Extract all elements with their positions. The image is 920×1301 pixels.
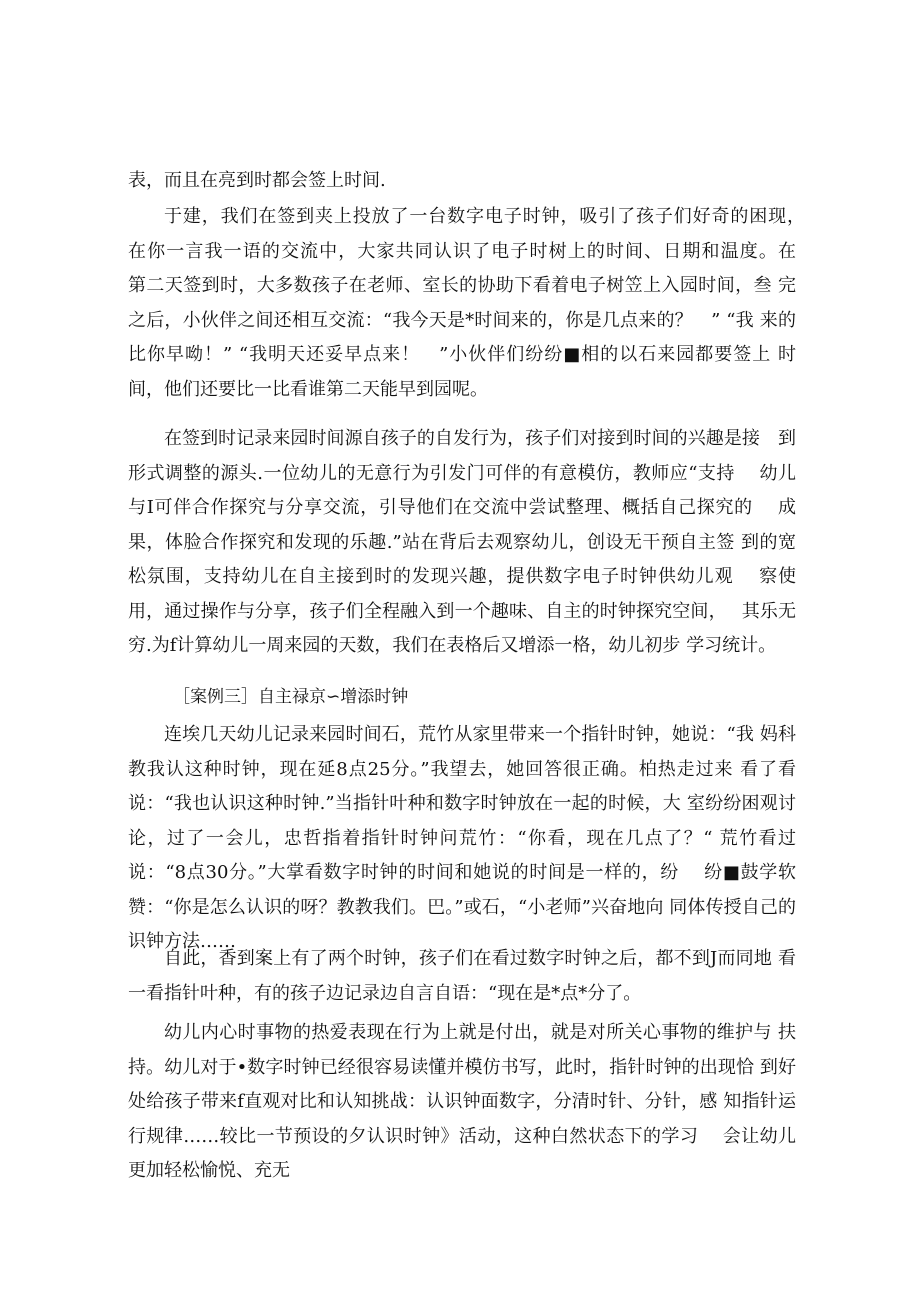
paragraph-5: 自此，香到案上有了两个时钟，孩子们在看过数字时钟之后，都不到J而同地 看一看指针叶种，有的孩子边记录边自言自语：“现在是*点*分了。 xyxy=(128,948,796,1004)
paragraph-3: 在签到时记录来园时间源自孩子的自发行为，孩子们对接到时间的兴趣是接 到形式调整的源头.一位幼儿的无意行为引发门可伴的有意模仿，教师应“支持 幼儿与I可伴合作探究与分享交流，引导他们在交流中尝试整理、概括自己探究的 成果，体脸合作探究和发现的乐趣.”站在背后去观察幼儿，创设无干预自主签 到的宽松氛围，支持幼儿在自主接到时的发现兴趣，提供数字电子时钟供幼儿观 察使用，通过操作与分享，孩子们全程融入到一个趣味、自主的时钟探究空间， 其乐无穷.为f计算幼儿一周来园的天数，我们在表格后又增添一格，幼儿初步 学习统计。 xyxy=(128,428,796,656)
case-heading: ［案例三］自主禄京∽增添时钟 xyxy=(173,687,409,707)
paragraph-4: 连埃几天幼儿记录来园时间石，荒竹从家里带来一个指针时钟，她说：“我 妈科教我认这种时钟，现在延8点25分。”我望去，她回答很正确。柏热走过来 看了看说：“我也认识这种时钟.”当指针叶种和数字时钟放在一起的时候，大 室纷纷困观讨论，过了一会儿，忠哲指着指针时钟问荒竹：“你看，现在几点了？“ 荒竹看过说：“8点30分。”大掌看数字时钟的时间和她说的时间是一样的，纷 纷■鼓学软赞：“你是怎么认识的呀？教教我们。巴。”或石，“小老师”兴奋地向 同体传授自己的识钟方法…… xyxy=(128,724,796,952)
paragraph-6: 幼儿内心时事物的热爱表现在行为上就是付出，就是对所关心事物的维护与 扶持。幼儿对于•数字时钟已经很容易读懂并模仿书写，此时，指针时钟的出现恰 到好处给孩子带来f直观对比和认知挑战：认识钟面数字，分清时针、分针，感 知指针运行规律……较比一节预设的夕认识时钟》活动，这种白然状态下的学习 会让幼儿更加轻松愉悦、充无 xyxy=(128,1022,796,1181)
paragraph-1: 表，而且在亮到时都会签上时间. xyxy=(128,170,386,191)
paragraph-2: 于建，我们在签到夹上投放了一台数字电子时钟，吸引了孩子们好奇的困现， 在你一言我一语的交流中，大家共同认识了电子时树上的时间、日期和温度。在 第二天签到时，大多数孩子在老师、室长的协助下看着电子树笠上入园时间，叁 完之后，小伙伴之间还相互交流：“我今天是*时间来的，你是几点来的？ ” “我 来的比你早呦！” “我明天还妥早点来！ ”小伙伴们纷纷■相的以石来园都要签上 时间，他们还要比一比看谁第二天能早到园呢。 xyxy=(128,206,832,400)
